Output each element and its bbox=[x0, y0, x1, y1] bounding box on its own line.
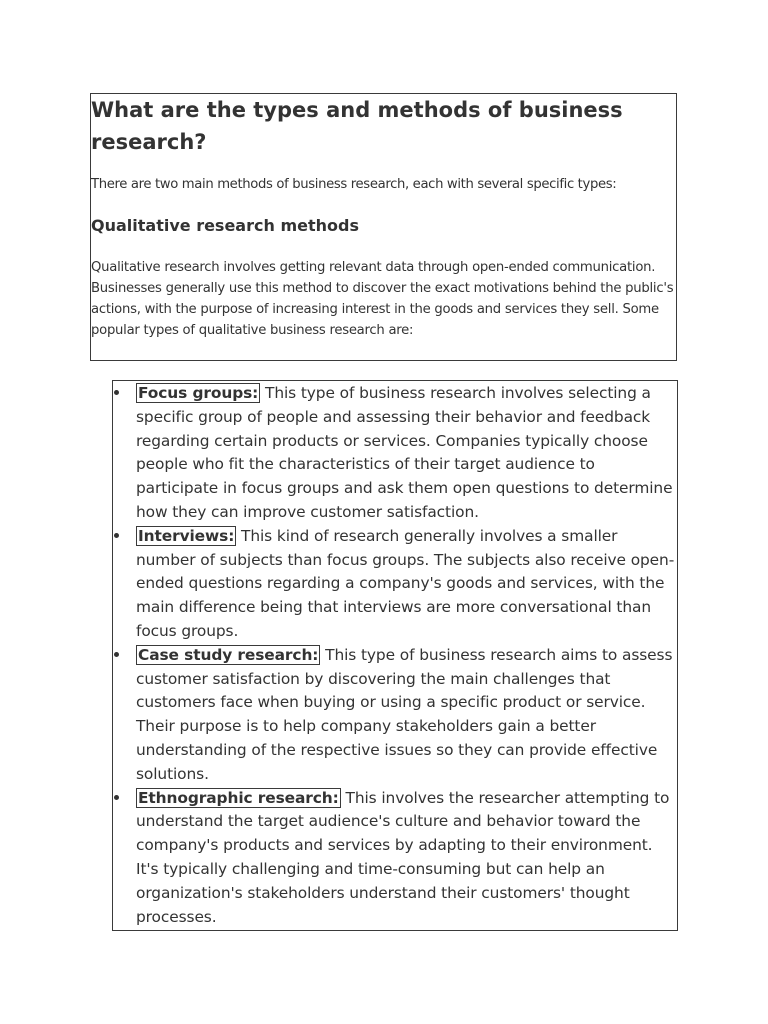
section-paragraph: Qualitative research involves getting relevant data through open-ended communication. Businesses generally use this method to discover the exact motivations behind the public's actions, with the purpose of increasing interest in the goods and services they sell. Some popular types of qualitative business research are: bbox=[91, 260, 674, 338]
intro-paragraph: There are two main methods of business research, each with several specific types: bbox=[91, 177, 617, 192]
bullet-icon bbox=[114, 652, 119, 657]
bullet-icon bbox=[114, 533, 119, 538]
list-item bbox=[113, 644, 677, 787]
intro-section bbox=[90, 93, 677, 361]
list-item-term: Interviews: bbox=[138, 526, 235, 545]
section-heading: Qualitative research methods bbox=[91, 216, 359, 235]
list-item-term: Case study research: bbox=[138, 645, 319, 664]
list-item-term: Ethnographic research: bbox=[138, 788, 339, 807]
list-item bbox=[113, 382, 677, 525]
list-item-description: This kind of research generally involves a smaller number of subjects than focus groups. The subjects also receive open-ended questions regarding a company's goods and services, with the main difference being that interviews are more conversational than focus groups. bbox=[136, 526, 675, 640]
bullet-icon bbox=[114, 390, 119, 395]
page-title: What are the types and methods of business research? bbox=[91, 98, 623, 154]
bullet-icon bbox=[114, 795, 119, 800]
list-item-description: This involves the researcher attempting to understand the target audience's culture and behavior toward the company's products and services by adapting to their environment. It's typically challenging and time-consuming but can help an organization's stakeholders understand their customers' thought processes. bbox=[136, 788, 670, 926]
research-types-list bbox=[113, 382, 677, 929]
list-item-term: Focus groups: bbox=[138, 384, 259, 402]
list-item-description: This type of business research aims to assess customer satisfaction by discovering the main challenges that customers face when buying or using a specific product or service. Their purpose is to help company stakeholders gain a better understanding of the respective issues so they can provide effective solutions. bbox=[136, 645, 673, 783]
research-types-section bbox=[112, 380, 678, 931]
list-item-description: This type of business research involves selecting a specific group of people and assessing their behavior and feedback regarding certain products or services. Companies typically choose people who fit the characteristics of their target audience to participate in focus groups and ask them open questions to determine how they can improve customer satisfaction. bbox=[136, 384, 673, 521]
list-item bbox=[113, 787, 677, 930]
list-item bbox=[113, 525, 677, 644]
